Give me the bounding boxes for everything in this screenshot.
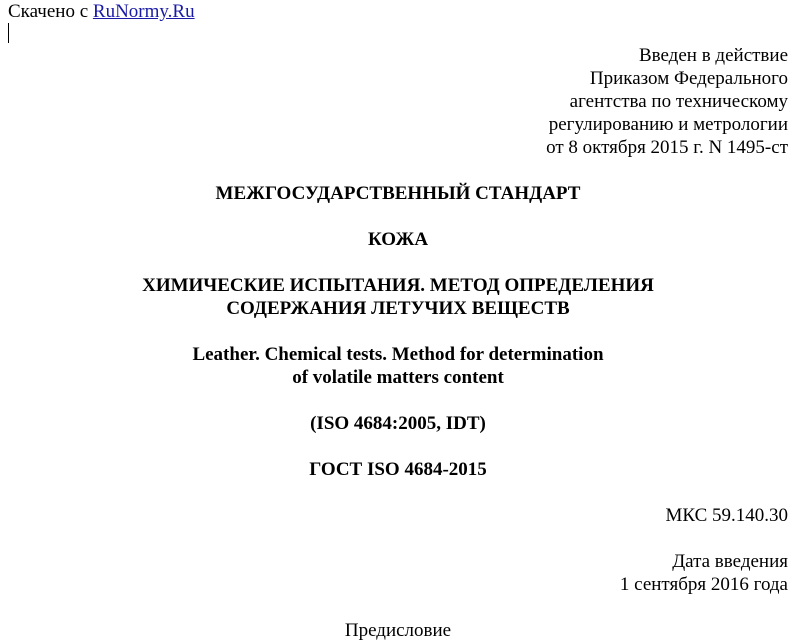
title-sub-line-1: ХИМИЧЕСКИЕ ИСПЫТАНИЯ. МЕТОД ОПРЕДЕЛЕНИЯ xyxy=(142,275,654,296)
intro-date-value: 1 сентября 2016 года xyxy=(619,574,788,595)
approval-line-5: от 8 октября 2015 г. N 1495-ст xyxy=(546,137,788,158)
title-en-line-1: Leather. Chemical tests. Method for determination xyxy=(192,344,604,365)
title-en-line-2: of volatile matters content xyxy=(292,367,504,388)
source-line xyxy=(8,0,195,23)
runormy-link[interactable]: RuNormy.Ru xyxy=(92,1,195,22)
approval-line-1: Введен в действие xyxy=(638,45,788,66)
iso-reference: (ISO 4684:2005, IDT) xyxy=(310,413,486,434)
intro-date-label: Дата введения xyxy=(672,551,788,572)
section-heading: Предисловие xyxy=(344,620,452,641)
standard-type: МЕЖГОСУДАРСТВЕННЫЙ СТАНДАРТ xyxy=(215,183,581,204)
text-cursor xyxy=(8,23,9,43)
source-prefix: Скачено с xyxy=(8,1,89,22)
approval-line-2: Приказом Федерального xyxy=(589,68,788,89)
approval-line-4: регулированию и метрологии xyxy=(548,114,788,135)
title-main: КОЖА xyxy=(367,229,429,250)
title-sub-line-2: СОДЕРЖАНИЯ ЛЕТУЧИХ ВЕЩЕСТВ xyxy=(226,298,570,319)
approval-line-3: агентства по техническому xyxy=(569,91,788,112)
gost-number: ГОСТ ISO 4684-2015 xyxy=(309,459,487,480)
mks-code: МКС 59.140.30 xyxy=(665,505,788,526)
